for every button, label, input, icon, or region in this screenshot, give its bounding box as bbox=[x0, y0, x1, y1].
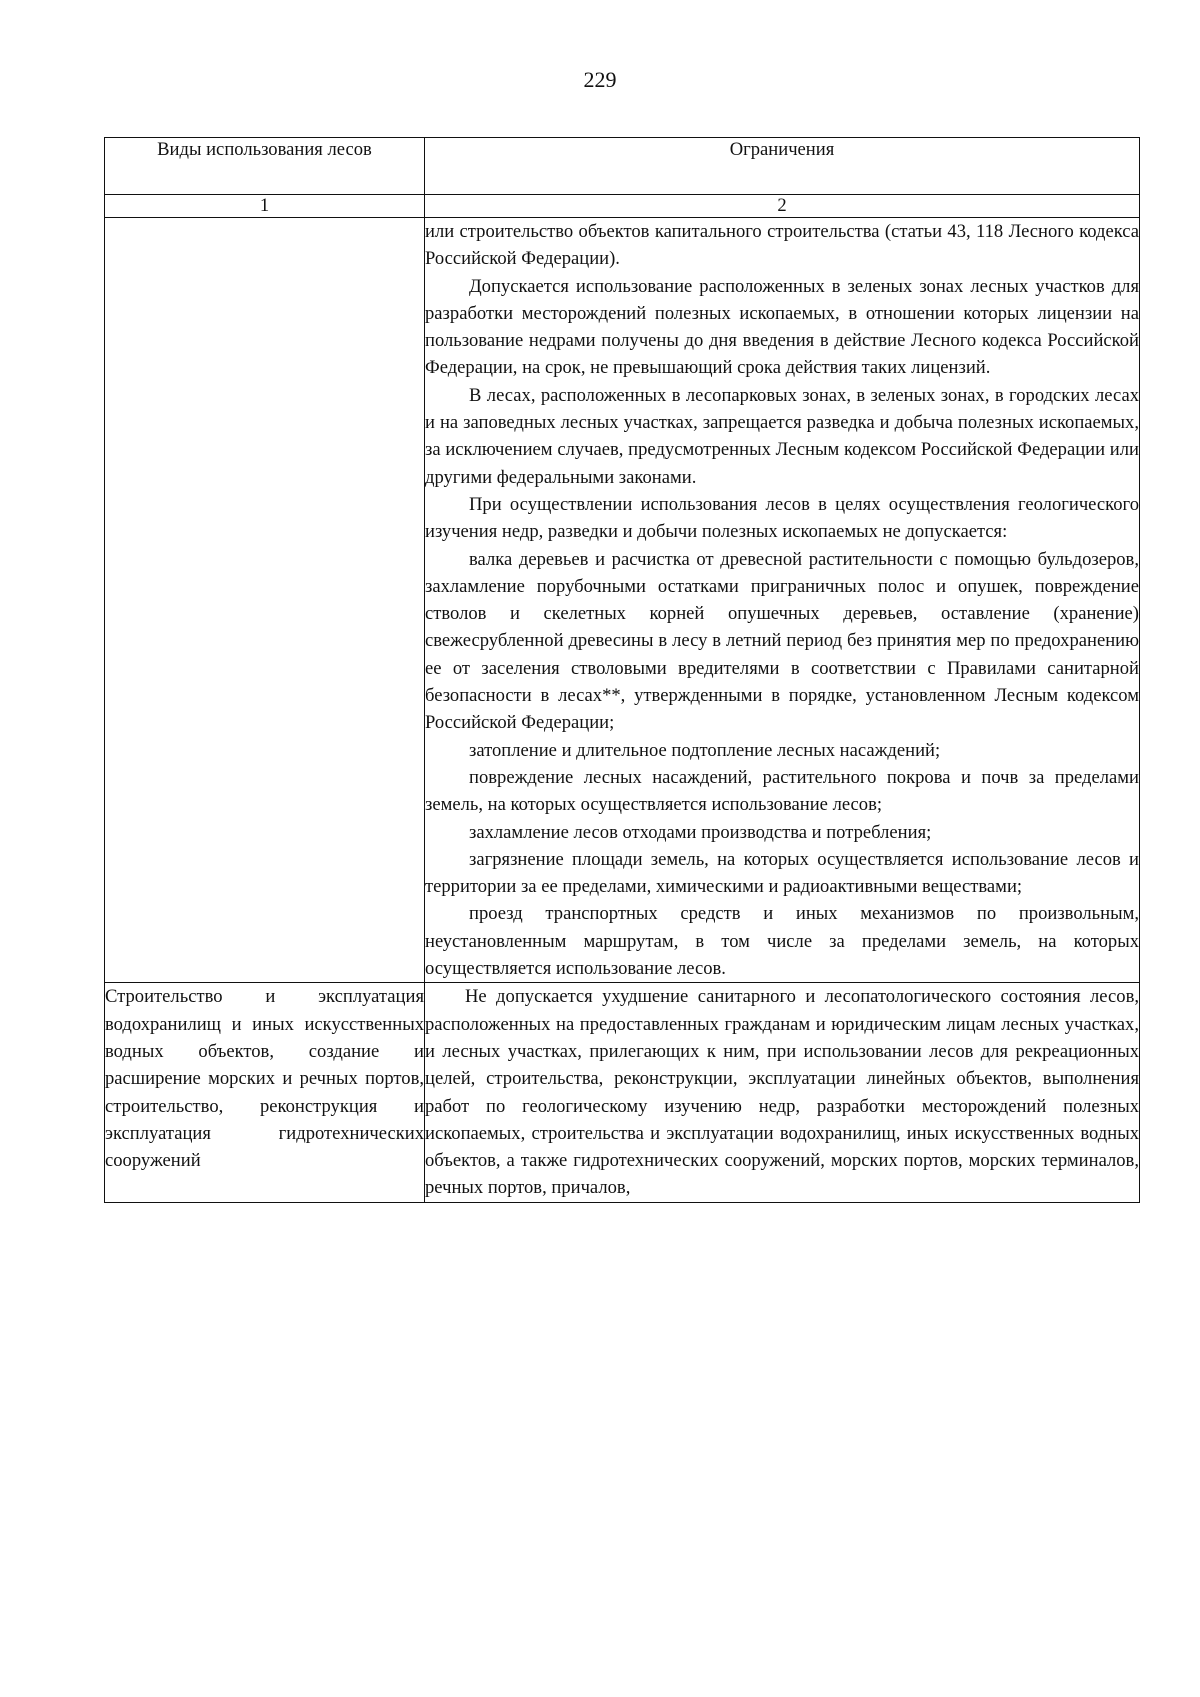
restriction-paragraph: затопление и длительное подтопление лесных насаждений; bbox=[469, 739, 941, 761]
restrictions-cell bbox=[425, 983, 1140, 1202]
restrictions-table bbox=[104, 137, 1140, 1203]
restriction-paragraph: Допускается использование расположенных в зеленых зонах лесных участков для разработки месторождений полезных ископаемых, в отношении которых лицензии на пользование недрами получены до дня введения в действие Лесного кодекса Российской Федерации, на срок, не превышающий срока действия таких лицензий. bbox=[425, 275, 1139, 379]
forest-use-type-cell-empty bbox=[105, 218, 425, 983]
restriction-paragraph: валка деревьев и расчистка от древесной растительности с помощью бульдозеров, захламление порубочными остатками приграничных полос и опушек, повреждение стволов и скелетных корней опушечных деревьев, оставление (хранение) свежесрубленной древесины в лесу в летний период без принятия мер по предохранению ее от заселения стволовыми вредителями в соответствии с Правилами санитарной безопасности в лесах**, утвержденными в порядке, установленном Лесным кодексом Российской Федерации; bbox=[425, 548, 1139, 734]
table-row bbox=[105, 218, 1140, 983]
restriction-paragraph: или строительство объектов капитального строительства (статьи 43, 118 Лесного кодекса Российской Федерации). bbox=[425, 221, 1139, 270]
forest-use-type-cell: Строительство и эксплуатация водохранилищ и иных искусственных водных объектов, создание и расширение морских и речных портов, строительство, реконструкция и эксплуатация гидротехнических сооружений bbox=[105, 983, 425, 1202]
restriction-paragraph: повреждение лесных насаждений, растительного покрова и почв за пределами земель, на которых осуществляется использование лесов; bbox=[425, 766, 1139, 816]
restrictions-cell bbox=[425, 218, 1140, 983]
column-number-1: 1 bbox=[105, 195, 425, 218]
restriction-paragraph: проезд транспортных средств и иных механизмов по произвольным, неустановленным маршрутам, в том числе за пределами земель, на которых осуществляется использование лесов. bbox=[425, 903, 1139, 980]
restriction-paragraph: При осуществлении использования лесов в целях осуществления геологического изучения недр, разведки и добычи полезных ископаемых не допускается: bbox=[425, 493, 1139, 543]
header-col-forest-use-types: Виды использования лесов bbox=[105, 138, 425, 195]
restriction-paragraph: Не допускается ухудшение санитарного и лесопатологического состояния лесов, расположенных на предоставленных гражданам и юридическим лицам лесных участках, и лесных участках, прилегающих к ним, при использовании лесов для рекреационных целей, строительства, реконструкции, эксплуатации линейных объектов, выполнения работ по геологическому изучению недр, разработки месторождений полезных ископаемых, строительства и эксплуатации водохранилищ, иных искусственных водных объектов, а также гидротехнических сооружений, морских портов, морских терминалов, речных портов, причалов, bbox=[425, 986, 1139, 1199]
restriction-paragraph: захламление лесов отходами производства и потребления; bbox=[469, 821, 932, 843]
page-number: 229 bbox=[583, 67, 617, 92]
column-number-2: 2 bbox=[425, 195, 1140, 218]
table-header-row bbox=[105, 138, 1140, 195]
table-row bbox=[105, 983, 1140, 1202]
column-numbering-row bbox=[105, 195, 1140, 218]
header-col-restrictions: Ограничения bbox=[425, 138, 1140, 195]
restriction-paragraph: загрязнение площади земель, на которых осуществляется использование лесов и территории за ее пределами, химическими и радиоактивными веществами; bbox=[425, 848, 1139, 898]
restriction-paragraph: В лесах, расположенных в лесопарковых зонах, в зеленых зонах, в городских лесах и на заповедных лесных участках, запрещается разведка и добыча полезных ископаемых, за исключением случаев, предусмотренных Лесным кодексом Российской Федерации или другими федеральными законами. bbox=[425, 384, 1139, 488]
